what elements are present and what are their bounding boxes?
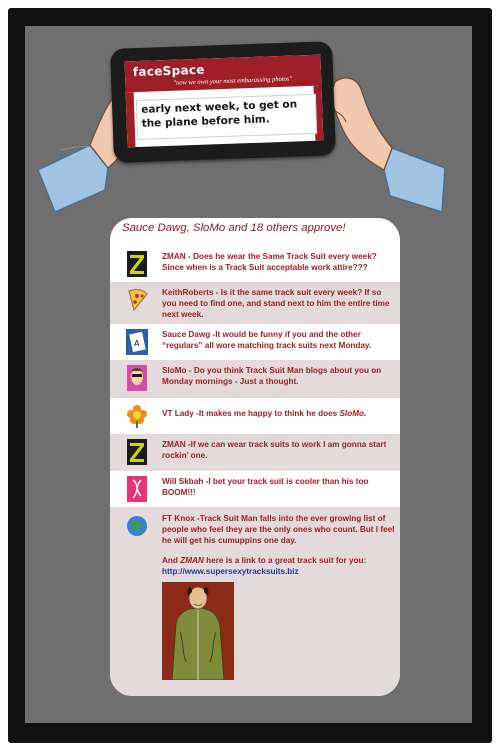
comment-text: [162, 408, 398, 419]
smartphone: [110, 41, 336, 163]
commenter-name[interactable]: Sauce Dawg: [162, 330, 211, 339]
comment-body: I bet your track suit is cooler than his too BOOM!!!: [162, 477, 369, 497]
approve-line[interactable]: Sauce Dawg, SloMo and 18 others approve!: [122, 222, 346, 234]
separator: -: [186, 366, 194, 375]
comment-body: If we can wear track suits to work I am gonna start rockin’ one.: [162, 440, 387, 460]
link-intro-name[interactable]: ZMAN: [180, 556, 204, 565]
commenter-name[interactable]: ZMAN: [162, 440, 186, 449]
commenter-name[interactable]: Will Skbah: [162, 477, 204, 486]
list-item: [110, 471, 400, 507]
comment-body: Does he wear the Same Track Suit every week? Since when is a Track Suit acceptable work attire???: [162, 252, 377, 272]
comment-text: [162, 251, 398, 273]
link-intro-post: here is a link to a great track suit for you:: [203, 556, 367, 565]
comment-text: [162, 513, 398, 577]
separator: -: [203, 477, 209, 486]
separator: -: [210, 330, 216, 339]
comment-body: It makes me happy to think he does: [198, 409, 340, 418]
ribbon-figure-icon[interactable]: [126, 476, 148, 502]
comment-text: [162, 439, 398, 461]
list-item: [110, 360, 400, 398]
screen-left-border: [126, 92, 136, 147]
comment-list: [110, 246, 400, 696]
commenter-name[interactable]: ZMAN: [162, 252, 186, 261]
comment-emphasis: SloMo.: [339, 409, 367, 418]
commenter-name[interactable]: KeithRoberts: [162, 288, 214, 297]
separator: -: [185, 252, 193, 261]
separator: -: [193, 409, 199, 418]
comment-text: [162, 476, 398, 498]
tracksuit-man-image[interactable]: [162, 582, 234, 680]
flower-icon[interactable]: [126, 403, 148, 429]
list-item: [110, 507, 400, 696]
tracksuit-link[interactable]: http://www.supersexytracksuits.biz: [162, 567, 299, 576]
separator: -: [213, 288, 221, 297]
comment-body: Track Suit Man falls into the ever growing list of people who feel they are the only ones who count. But I feel he will get his cumuppins one day.: [162, 514, 395, 545]
list-item: [110, 246, 400, 282]
post-message: early next week, to get on the plane before him.: [136, 94, 317, 140]
commenter-name[interactable]: SloMo: [162, 366, 187, 375]
link-intro: [162, 555, 398, 566]
comment-feed-card: [110, 218, 400, 696]
comment-body: Do you think Track Suit Man blogs about you on Monday mornings - Just a thought.: [162, 366, 382, 386]
comment-body: Is it the same track suit every week? If so you need to find one, and stand next to him the entire time next week.: [162, 288, 390, 319]
pizza-slice-icon[interactable]: [126, 287, 148, 313]
app-logo: faceSpace: [132, 62, 205, 80]
playing-card-icon[interactable]: [126, 329, 148, 355]
list-item: [110, 434, 400, 471]
list-item: [110, 324, 400, 360]
phone-screen: [125, 55, 324, 148]
comment-text: [162, 365, 398, 387]
list-item: [110, 398, 400, 434]
app-header: [125, 55, 322, 93]
link-intro-pre: And: [162, 556, 181, 565]
commenter-name[interactable]: FT Knox: [162, 514, 195, 523]
portrait-icon[interactable]: [126, 365, 148, 391]
letter-z-icon[interactable]: [126, 251, 148, 277]
letter-z-icon[interactable]: [126, 439, 148, 465]
svg-text:A: A: [134, 339, 140, 348]
comment-body: It would be funny if you and the other “regulars” all wore matching track suits next Monday.: [162, 330, 372, 350]
separator: -: [185, 440, 191, 449]
app-tagline: "now we own your most embarassing photos": [173, 75, 293, 87]
globe-icon[interactable]: [126, 513, 148, 539]
separator: -: [194, 514, 200, 523]
comment-text: [162, 329, 398, 351]
comment-text: [162, 287, 398, 320]
list-item: [110, 282, 400, 324]
commenter-name[interactable]: VT Lady: [162, 409, 194, 418]
